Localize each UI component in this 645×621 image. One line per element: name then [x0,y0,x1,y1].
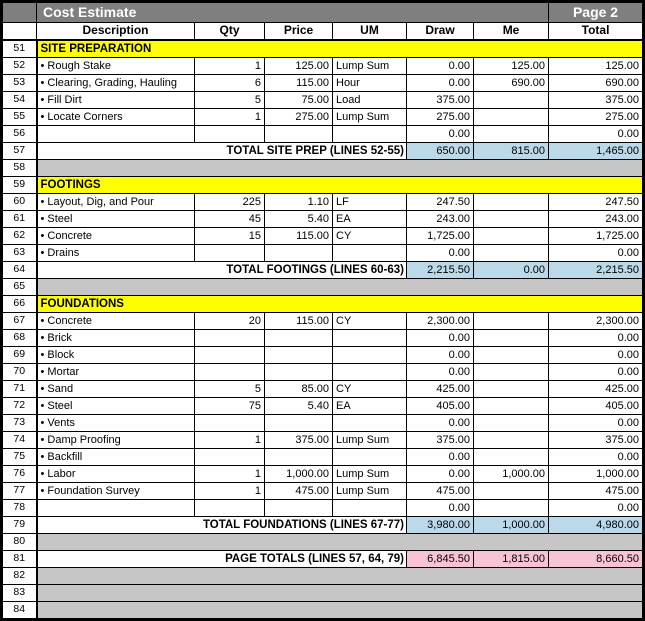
draw-total-cell: 2,215.50 [407,262,474,279]
qty-cell: 5 [195,92,265,109]
me-cell [474,432,549,449]
me-cell [474,109,549,126]
qty-cell [195,330,265,347]
description-cell: • Concrete [37,313,195,330]
table-row [2,262,644,279]
description-cell: • Mortar [37,364,195,381]
table-row [2,75,644,92]
description-cell: • Backfill [37,449,195,466]
um-cell: Load [333,92,407,109]
price-cell: 75.00 [265,92,333,109]
row-number: 62 [2,228,37,245]
table-row [2,92,644,109]
title-row [2,2,644,23]
price-cell [265,126,333,143]
table-row [2,585,644,602]
estimate-rows [2,40,644,620]
price-cell: 85.00 [265,381,333,398]
um-cell: Lump Sum [333,466,407,483]
description-cell: • Sand [37,381,195,398]
col-header-qty: Qty [195,23,265,41]
me-total-cell: 815.00 [474,143,549,160]
table-row [2,500,644,517]
col-header-draw: Draw [407,23,474,41]
section-header: FOOTINGS [37,177,644,194]
row-number: 56 [2,126,37,143]
draw-cell: 2,300.00 [407,313,474,330]
price-cell: 475.00 [265,483,333,500]
um-cell: Lump Sum [333,432,407,449]
row-number: 69 [2,347,37,364]
row-number: 57 [2,143,37,160]
draw-cell: 0.00 [407,449,474,466]
me-cell [474,381,549,398]
draw-cell: 475.00 [407,483,474,500]
draw-cell: 0.00 [407,347,474,364]
draw-cell: 275.00 [407,109,474,126]
row-number: 67 [2,313,37,330]
um-cell: Lump Sum [333,58,407,75]
draw-total-cell: 6,845.50 [407,551,474,568]
table-row [2,381,644,398]
page-totals-label: PAGE TOTALS (LINES 57, 64, 79) [37,551,407,568]
qty-cell: 1 [195,58,265,75]
total-cell: 243.00 [549,211,644,228]
row-number: 51 [2,40,37,58]
table-row [2,296,644,313]
total-cell: 475.00 [549,483,644,500]
col-header-um: UM [333,23,407,41]
me-cell [474,415,549,432]
table-row [2,415,644,432]
price-cell [265,415,333,432]
price-cell: 5.40 [265,211,333,228]
row-number: 74 [2,432,37,449]
description-cell: • Damp Proofing [37,432,195,449]
table-row [2,330,644,347]
qty-cell: 6 [195,75,265,92]
draw-cell: 0.00 [407,58,474,75]
table-row [2,313,644,330]
me-cell [474,500,549,517]
price-cell [265,245,333,262]
draw-cell: 425.00 [407,381,474,398]
draw-cell: 0.00 [407,364,474,381]
description-cell: • Clearing, Grading, Hauling [37,75,195,92]
me-total-cell: 1,000.00 [474,517,549,534]
total-cell: 425.00 [549,381,644,398]
me-cell [474,228,549,245]
qty-cell: 15 [195,228,265,245]
price-cell: 5.40 [265,398,333,415]
row-number: 80 [2,534,37,551]
total-cell: 0.00 [549,364,644,381]
table-row [2,58,644,75]
row-number: 72 [2,398,37,415]
table-row [2,483,644,500]
table-row [2,177,644,194]
row-number: 55 [2,109,37,126]
row-number: 53 [2,75,37,92]
qty-cell: 75 [195,398,265,415]
spacer-cell [37,568,644,585]
description-cell: • Locate Corners [37,109,195,126]
um-cell [333,330,407,347]
me-total-cell: 1,815.00 [474,551,549,568]
row-number: 78 [2,500,37,517]
grand-total-cell: 2,215.50 [549,262,644,279]
qty-cell: 1 [195,109,265,126]
table-row [2,40,644,58]
row-number: 52 [2,58,37,75]
draw-cell: 243.00 [407,211,474,228]
um-cell: CY [333,381,407,398]
draw-cell: 1,725.00 [407,228,474,245]
table-row [2,602,644,620]
me-cell [474,483,549,500]
total-cell: 1,725.00 [549,228,644,245]
row-number: 83 [2,585,37,602]
table-row [2,109,644,126]
col-header-description: Description [37,23,195,41]
draw-cell: 375.00 [407,92,474,109]
total-cell: 0.00 [549,330,644,347]
draw-cell: 0.00 [407,330,474,347]
me-cell [474,449,549,466]
um-cell [333,126,407,143]
description-cell: • Fill Dirt [37,92,195,109]
table-row [2,466,644,483]
qty-cell [195,364,265,381]
description-cell: • Labor [37,466,195,483]
subtotal-label: TOTAL SITE PREP (LINES 52-55) [37,143,407,160]
row-number: 77 [2,483,37,500]
draw-cell: 0.00 [407,500,474,517]
price-cell: 375.00 [265,432,333,449]
me-cell [474,92,549,109]
row-number: 60 [2,194,37,211]
me-cell [474,364,549,381]
row-number: 76 [2,466,37,483]
draw-total-cell: 650.00 [407,143,474,160]
me-cell [474,398,549,415]
section-header: FOUNDATIONS [37,296,644,313]
draw-cell: 0.00 [407,415,474,432]
price-cell [265,347,333,364]
description-cell: • Foundation Survey [37,483,195,500]
total-cell: 375.00 [549,92,644,109]
total-cell: 0.00 [549,500,644,517]
row-number: 63 [2,245,37,262]
spacer-cell [37,279,644,296]
table-row [2,534,644,551]
total-cell: 0.00 [549,449,644,466]
total-cell: 0.00 [549,126,644,143]
me-cell [474,211,549,228]
description-cell: • Concrete [37,228,195,245]
qty-cell [195,449,265,466]
price-cell [265,449,333,466]
table-row [2,449,644,466]
draw-cell: 405.00 [407,398,474,415]
table-row [2,279,644,296]
price-cell: 275.00 [265,109,333,126]
table-row [2,551,644,568]
total-cell: 375.00 [549,432,644,449]
price-cell: 1,000.00 [265,466,333,483]
table-row [2,245,644,262]
description-cell: • Vents [37,415,195,432]
table-row [2,160,644,177]
total-cell: 1,000.00 [549,466,644,483]
draw-cell: 0.00 [407,75,474,92]
qty-cell: 1 [195,466,265,483]
spacer-cell [37,534,644,551]
total-cell: 0.00 [549,245,644,262]
me-cell [474,194,549,211]
um-cell: Hour [333,75,407,92]
row-number: 79 [2,517,37,534]
table-row [2,568,644,585]
table-row [2,432,644,449]
price-cell: 1.10 [265,194,333,211]
row-number: 58 [2,160,37,177]
description-cell: • Steel [37,398,195,415]
price-cell [265,500,333,517]
subtotal-label: TOTAL FOUNDATIONS (LINES 67-77) [37,517,407,534]
subtotal-label: TOTAL FOOTINGS (LINES 60-63) [37,262,407,279]
total-cell: 125.00 [549,58,644,75]
total-cell: 690.00 [549,75,644,92]
price-cell: 125.00 [265,58,333,75]
description-cell: • Brick [37,330,195,347]
table-row [2,143,644,160]
description-cell: • Drains [37,245,195,262]
table-row [2,194,644,211]
draw-cell: 0.00 [407,126,474,143]
total-cell: 247.50 [549,194,644,211]
row-number: 82 [2,568,37,585]
grand-total-cell: 4,980.00 [549,517,644,534]
table-row [2,347,644,364]
row-number-header [2,23,37,41]
spacer-cell [37,585,644,602]
row-number: 81 [2,551,37,568]
grand-total-cell: 1,465.00 [549,143,644,160]
row-number: 64 [2,262,37,279]
um-cell [333,347,407,364]
um-cell [333,415,407,432]
row-number: 71 [2,381,37,398]
total-cell: 405.00 [549,398,644,415]
qty-cell: 5 [195,381,265,398]
col-header-price: Price [265,23,333,41]
um-cell: EA [333,211,407,228]
um-cell [333,245,407,262]
row-number: 61 [2,211,37,228]
description-cell: • Layout, Dig, and Pour [37,194,195,211]
description-cell: • Steel [37,211,195,228]
row-number: 59 [2,177,37,194]
spacer-cell [37,602,644,620]
me-cell [474,330,549,347]
price-cell: 115.00 [265,228,333,245]
draw-cell: 0.00 [407,466,474,483]
um-cell: Lump Sum [333,483,407,500]
me-cell [474,313,549,330]
description-cell: • Rough Stake [37,58,195,75]
table-row [2,126,644,143]
page-title: Cost Estimate [37,2,549,23]
row-number: 84 [2,602,37,620]
me-cell [474,347,549,364]
qty-cell [195,347,265,364]
um-cell [333,364,407,381]
spacer-cell [37,160,644,177]
um-cell: EA [333,398,407,415]
me-cell [474,126,549,143]
corner-cell [2,2,37,23]
qty-cell [195,500,265,517]
price-cell: 115.00 [265,75,333,92]
me-total-cell: 0.00 [474,262,549,279]
grand-total-cell: 8,660.50 [549,551,644,568]
draw-cell: 0.00 [407,245,474,262]
qty-cell: 45 [195,211,265,228]
row-number: 65 [2,279,37,296]
me-cell [474,245,549,262]
um-cell: CY [333,313,407,330]
me-cell: 1,000.00 [474,466,549,483]
me-cell: 125.00 [474,58,549,75]
row-number: 73 [2,415,37,432]
qty-cell [195,415,265,432]
total-cell: 2,300.00 [549,313,644,330]
um-cell: LF [333,194,407,211]
um-cell: Lump Sum [333,109,407,126]
col-header-me: Me [474,23,549,41]
col-header-total: Total [549,23,644,41]
um-cell [333,449,407,466]
qty-cell: 20 [195,313,265,330]
qty-cell [195,245,265,262]
um-cell [333,500,407,517]
qty-cell: 1 [195,483,265,500]
qty-cell: 225 [195,194,265,211]
row-number: 68 [2,330,37,347]
me-cell: 690.00 [474,75,549,92]
table-row [2,364,644,381]
total-cell: 0.00 [549,347,644,364]
row-number: 70 [2,364,37,381]
table-row [2,211,644,228]
description-cell: • Block [37,347,195,364]
total-cell: 0.00 [549,415,644,432]
draw-total-cell: 3,980.00 [407,517,474,534]
price-cell: 115.00 [265,313,333,330]
description-cell [37,500,195,517]
column-header-row [2,23,644,41]
description-cell [37,126,195,143]
table-row [2,398,644,415]
qty-cell: 1 [195,432,265,449]
price-cell [265,330,333,347]
price-cell [265,364,333,381]
section-header: SITE PREPARATION [37,40,644,58]
total-cell: 275.00 [549,109,644,126]
draw-cell: 247.50 [407,194,474,211]
um-cell: CY [333,228,407,245]
qty-cell [195,126,265,143]
page-number: Page 2 [549,2,644,23]
row-number: 66 [2,296,37,313]
table-row [2,517,644,534]
row-number: 54 [2,92,37,109]
row-number: 75 [2,449,37,466]
draw-cell: 375.00 [407,432,474,449]
table-row [2,228,644,245]
